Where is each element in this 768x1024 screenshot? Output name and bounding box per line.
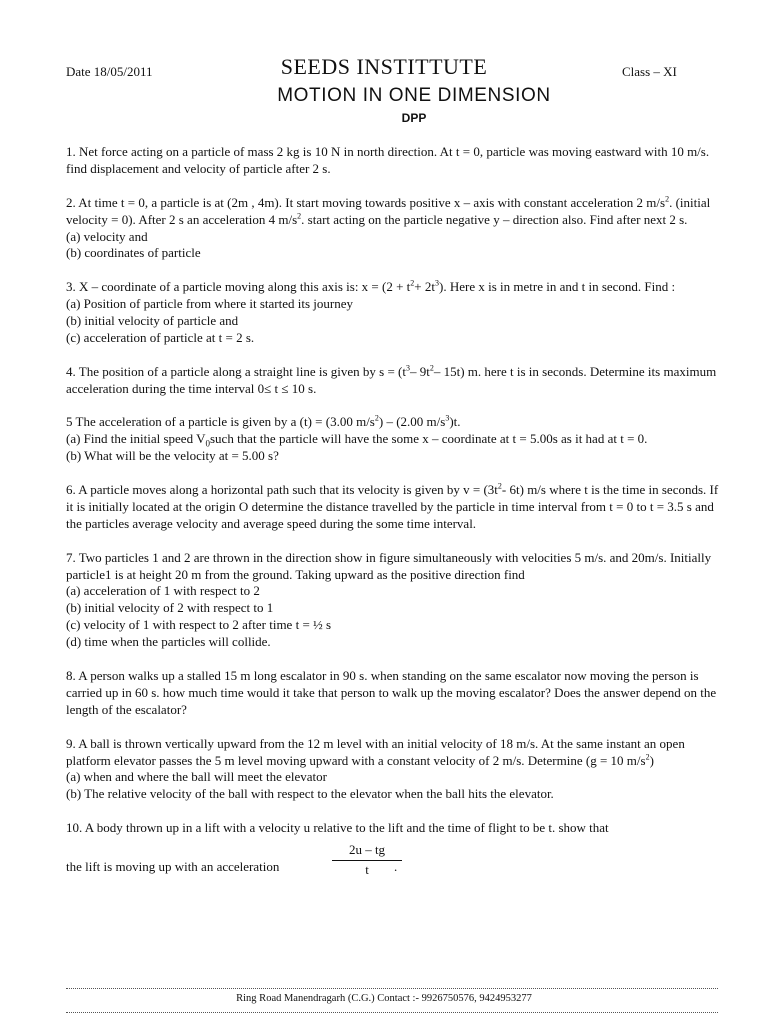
question-9-option-a: (a) when and where the ball will meet the elevator	[66, 769, 327, 785]
question-7-option-a: (a) acceleration of 1 with respect to 2	[66, 583, 260, 599]
footer-contact: Ring Road Manendragarh (C.G.) Contact :- 9926750576, 9424953277	[236, 993, 532, 1004]
question-7	[66, 550, 726, 651]
question-5	[66, 414, 726, 465]
question-4-text: 4. The position of a particle along a straight line is given by $s = (t^3-$ $9t^2-$ 15t) m. here t is in seconds. Determine its maximum acceleration during the time interval 0≤ t ≤ 10 s.	[66, 363, 717, 396]
institute-name: SEEDS INSTITTUTE	[280, 54, 488, 79]
acceleration-fraction	[332, 842, 402, 879]
question-9-text: 9. A ball is thrown vertically upward from the 12 m level with an initial velocity of 18 m/s. At the same instant an open platform elevator passes the 5 m level moving upward with a constant velocity of 2 m/s. Determine (g = 10 $m/s^2$)	[66, 735, 685, 768]
question-5-option-a: (a) Find the initial speed $V_0such$ that the particle will have the some x – coordinate at t = 5.00s as it had at t = 0.	[66, 431, 648, 449]
question-10-text: 10. A body thrown up in a lift with a velocity u relative to the lift and the time of flight to be t. show that	[66, 820, 609, 836]
question-2-text: 2. At time t = 0, a particle is at (2m , 4m). It start moving towards positive x – axis with constant acceleration 2 $m/s^2$. (initial velocity = 0). After 2 s an acceleration 4 $m/s^2$. start acting on the particle negative y – direction also. Find after next 2 s.	[66, 194, 711, 227]
question-2-option-b: (b) coordinates of particle	[66, 245, 201, 261]
question-8	[66, 668, 726, 719]
fraction-denominator: t	[365, 861, 369, 877]
question-3-option-c: (c) acceleration of particle at t = 2 s.	[66, 329, 255, 345]
fraction-numerator: 2u – tg	[332, 842, 402, 861]
question-8-text: 8. A person walks up a stalled 15 m long escalator in 90 s. when standing on the same escalator now moving the person is carried up in 60 s. how much time would it take that person to walk up the moving escalator? Does the answer depend on the length of the escalator?	[66, 667, 717, 717]
question-9-option-b: (b) The relative velocity of the ball with respect to the elevator when the ball hits the elevator.	[66, 786, 554, 802]
worksheet-subtitle: DPP	[401, 111, 427, 125]
question-list	[66, 144, 726, 894]
question-6	[66, 482, 726, 533]
question-7-option-d: (d) time when the particles will collide.	[66, 634, 271, 650]
question-10-formula-line	[66, 842, 726, 877]
question-5-text: 5 The acceleration of a particle is given by a (t) = (3.00 $m/s^2) - (2.00$ $m/s^3)t$.	[66, 414, 461, 430]
question-7-text: 7. Two particles 1 and 2 are thrown in the direction show in figure simultaneously with velocities 5 m/s. and 20m/s. Initially particle1 is at height 20 m from the ground. Taking upward as the positive direction find	[66, 549, 712, 582]
question-10-end: .	[394, 859, 398, 875]
footer-divider-bottom	[66, 1012, 718, 1013]
date-label: Date 18/05/2011	[66, 64, 153, 79]
question-7-option-b: (b) initial velocity of 2 with respect to 1	[66, 600, 274, 616]
worksheet-title: MOTION IN ONE DIMENSION	[277, 85, 551, 106]
question-10	[66, 820, 726, 877]
question-3	[66, 279, 726, 347]
question-3-option-b: (b) initial velocity of particle and	[66, 313, 239, 329]
question-9	[66, 736, 726, 804]
question-1-text: 1. Net force acting on a particle of mass 2 kg is 10 N in north direction. At t = 0, particle was moving eastward with 10 m/s. find displacement and velocity of particle after 2 s.	[66, 144, 710, 176]
question-4	[66, 364, 726, 398]
footer-divider-top	[66, 988, 718, 989]
question-6-text: 6. A particle moves along a horizontal path such that its velocity is given by $v = (3t^2-$ 6t) m/s where t is the time in seconds. If it is initially located at the origin O determine the distance travelled by the particle in time interval from t = 0 to t = 3.5 s and the particles average velocity and average speed during the some time interval.	[66, 481, 719, 531]
question-7-option-c: (c) velocity of 1 with respect to 2 after time t = ½ s	[66, 617, 332, 633]
question-3-option-a: (a) Position of particle from where it started its journey	[66, 296, 354, 312]
question-10-lead: the lift is moving up with an acceleration	[66, 859, 280, 875]
question-2-option-a: (a) velocity and	[66, 228, 148, 244]
class-label: Class – XI	[622, 64, 677, 79]
question-5-option-b: (b) What will be the velocity at = 5.00 s?	[66, 448, 279, 464]
question-3-text: 3. X – coordinate of a particle moving along this axis is: $x = (2 + t^2+ 2t^3)$. Here x is in metre in and t in second. Find :	[66, 278, 676, 295]
question-1	[66, 144, 726, 178]
question-2	[66, 195, 726, 263]
